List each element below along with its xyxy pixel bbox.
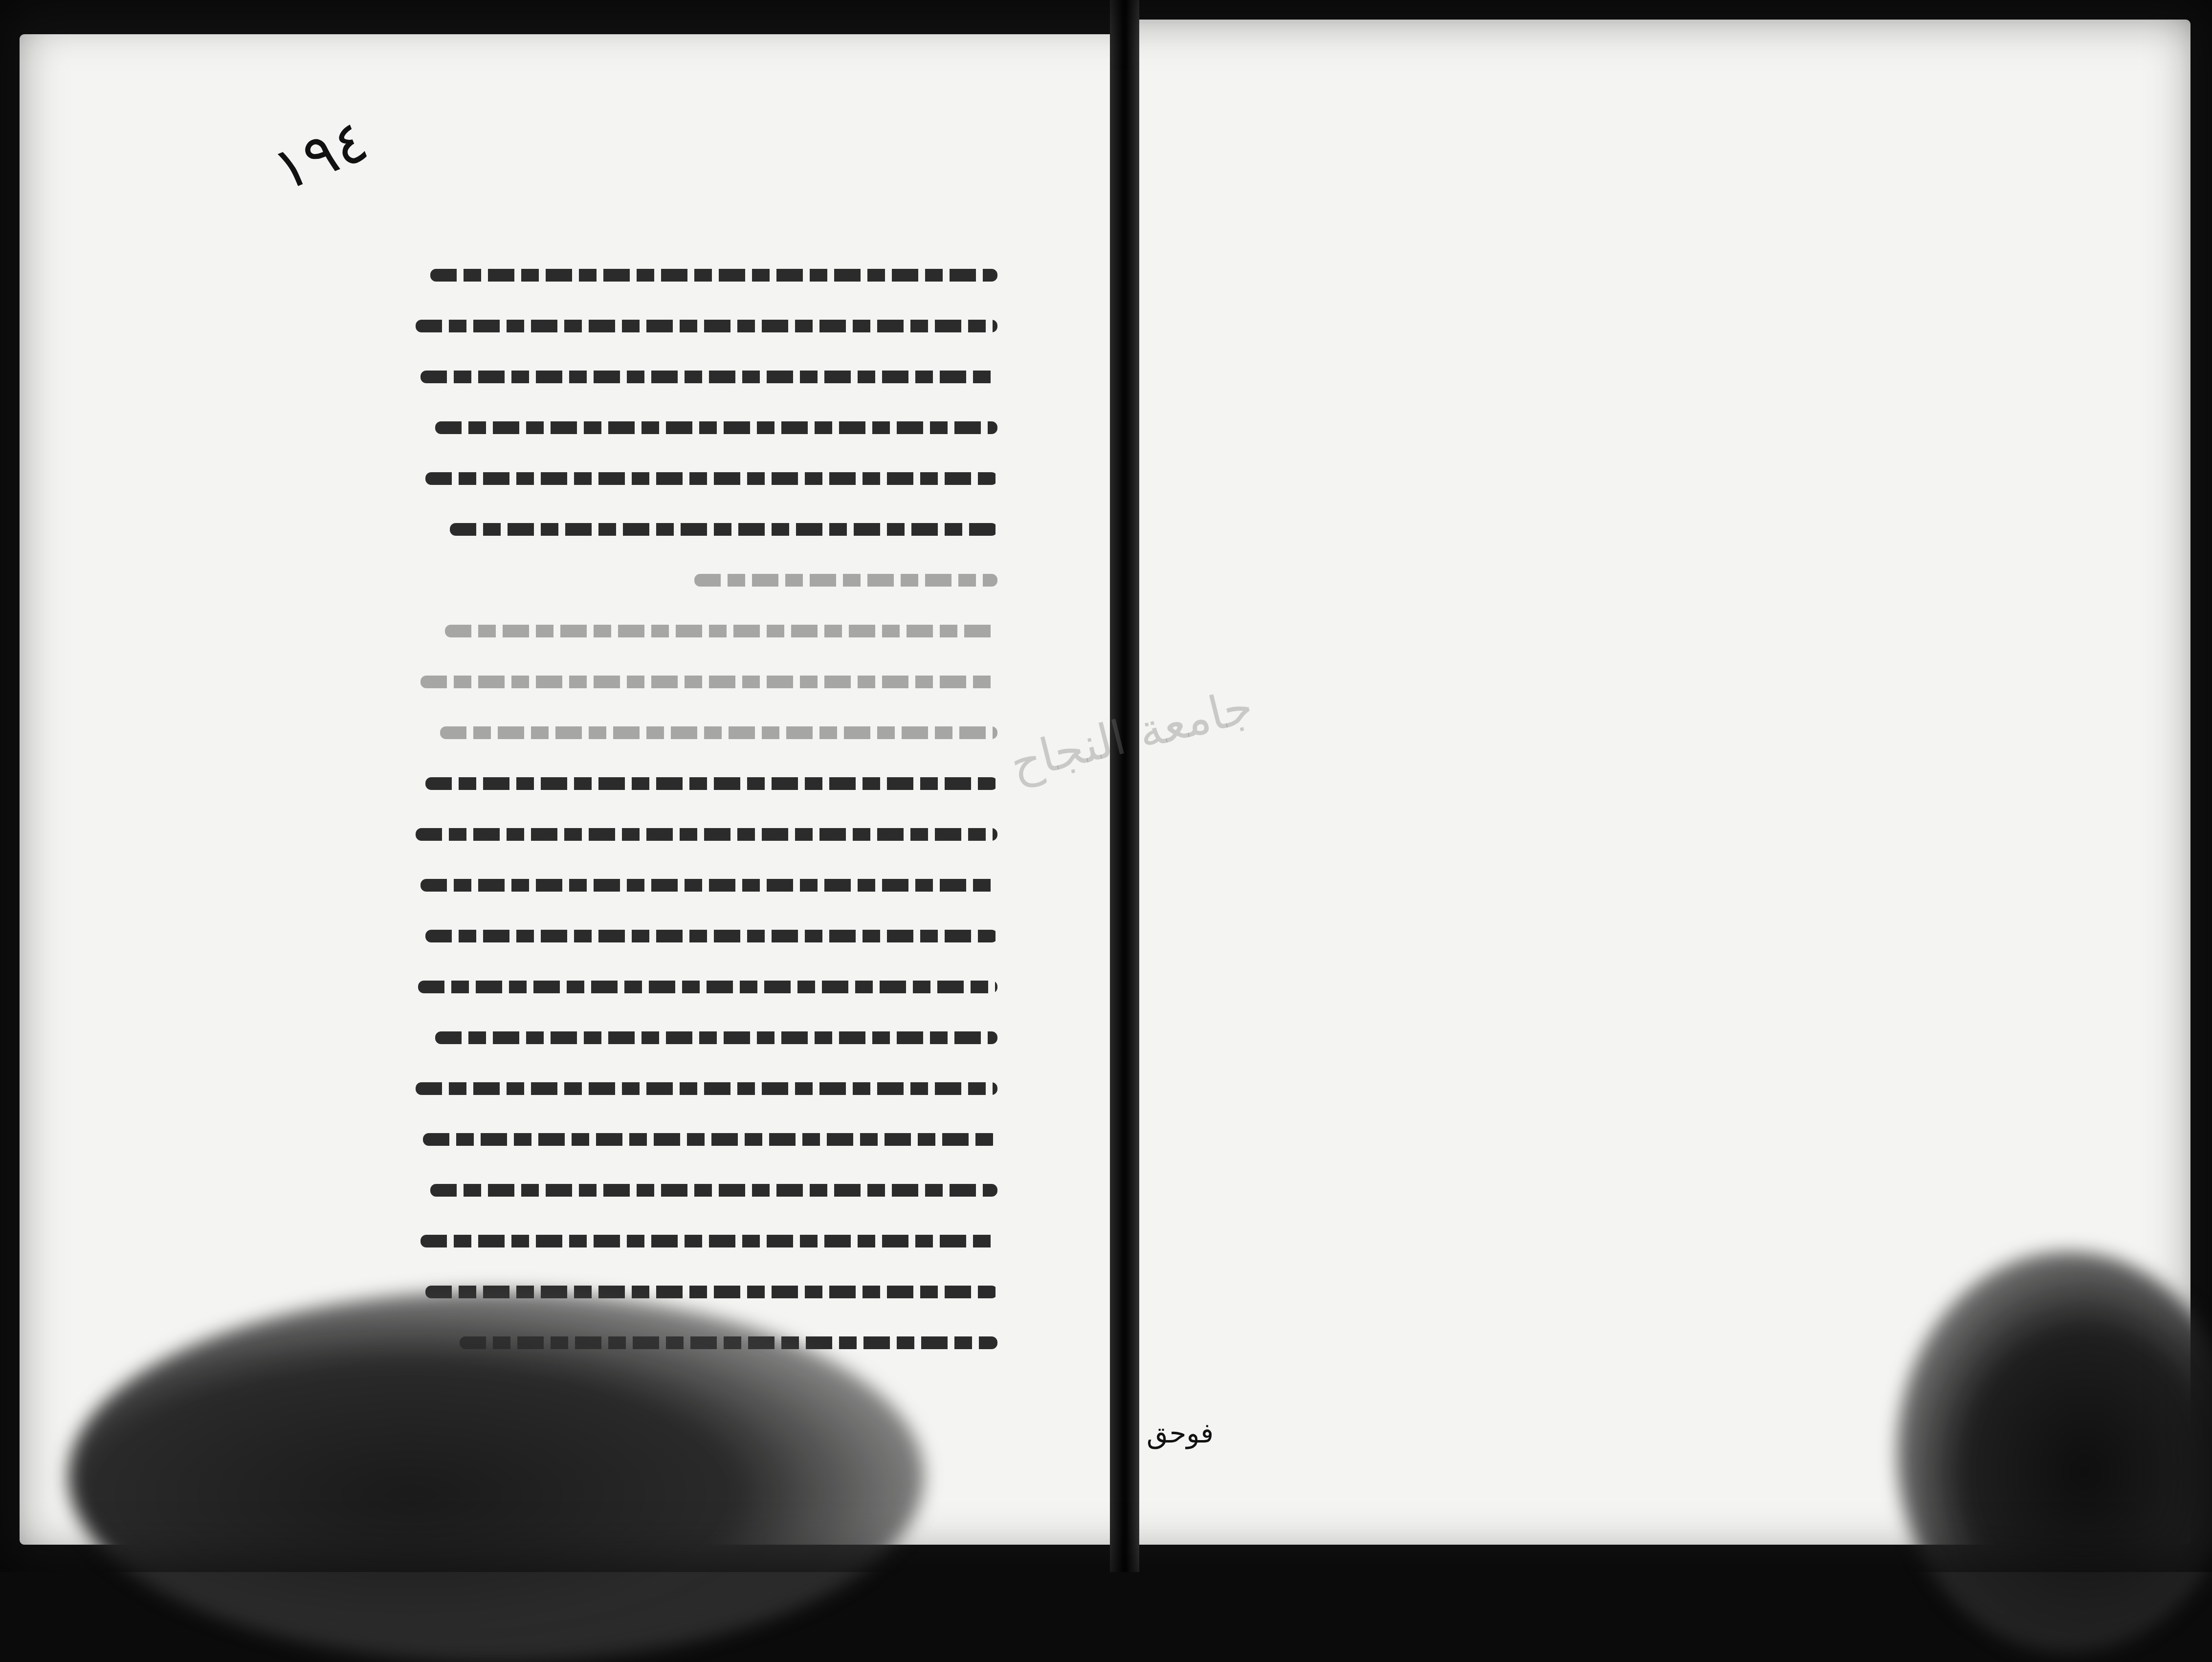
manuscript-line: [425, 930, 997, 942]
manuscript-line: [694, 574, 997, 587]
manuscript-line: [435, 421, 997, 434]
manuscript-line: [420, 1235, 997, 1247]
manuscript-line: [435, 1031, 997, 1044]
library-watermark: جامعة النجاح: [1005, 678, 1259, 791]
manuscript-line: [445, 625, 997, 637]
manuscript-line: [416, 1082, 997, 1095]
folio-number: ١٩٤: [264, 106, 377, 205]
manuscript-line: [450, 523, 997, 536]
manuscript-line: [420, 371, 997, 383]
manuscript-line: [440, 726, 997, 739]
manuscript-line: [420, 676, 997, 688]
manuscript-line: [416, 320, 997, 332]
manuscript-line: [425, 777, 997, 790]
manuscript-line: [423, 1133, 997, 1146]
manuscript-line: [430, 1184, 997, 1197]
book-gutter: [1110, 0, 1139, 1572]
catchword: فوحق: [1147, 1418, 1214, 1449]
manuscript-line: [418, 981, 997, 993]
manuscript-line: [416, 828, 997, 841]
manuscript-line: [430, 269, 997, 282]
manuscript-line: [425, 472, 997, 485]
left-text-block: [411, 269, 997, 1408]
manuscript-line: [420, 879, 997, 892]
thumb-shadow-left: [68, 1290, 924, 1662]
